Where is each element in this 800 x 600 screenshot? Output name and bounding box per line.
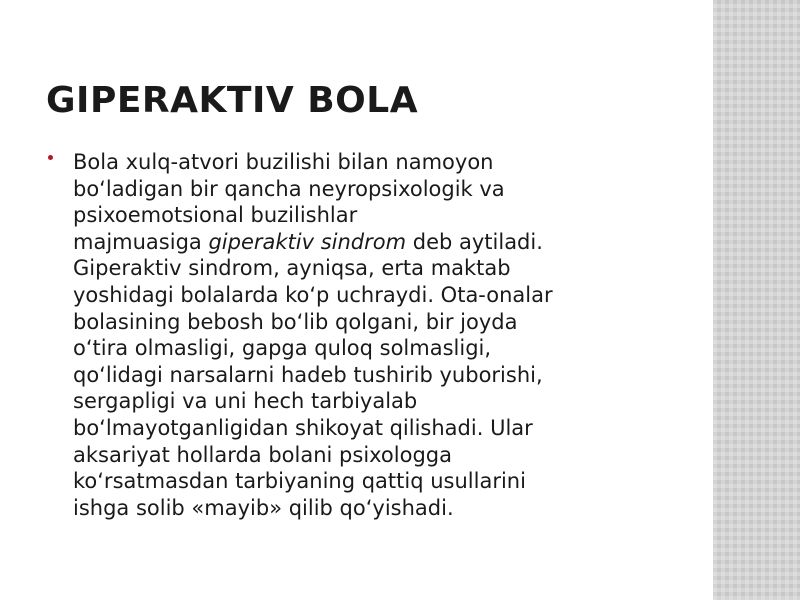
bullet-icon: [48, 155, 53, 160]
paragraph-line: aksariyat hollarda bolani psixologga: [73, 442, 452, 467]
paragraph-line: o‘tira olmasligi, gapga quloq solmasligi,: [73, 336, 492, 361]
paragraph-line: bo‘lmayotganligidan shikoyat qilishadi. Ular: [73, 415, 533, 440]
side-pattern-panel: [713, 0, 800, 600]
paragraph-line-start: majmuasiga: [73, 229, 209, 254]
paragraph-line: ko‘rsatmasdan tarbiyaning qattiq usullarini: [73, 469, 526, 494]
paragraph-line: yoshidagi bolalarda ko‘p uchraydi. Ota-onalar: [73, 282, 553, 307]
bullet-paragraph: [73, 149, 553, 521]
paragraph-line: ishga solib «mayib» qilib qo‘yishadi.: [73, 495, 454, 520]
paragraph-line: bo‘ladigan bir qancha neyropsixologik va: [73, 176, 505, 201]
paragraph-line: bolasining bebosh bo‘lib qolgani, bir joyda: [73, 309, 518, 334]
paragraph-line: Giperaktiv sindrom, ayniqsa, erta maktab: [73, 256, 511, 281]
paragraph-line: sergapligi va uni hech tarbiyalab: [73, 389, 418, 414]
paragraph-line: qo‘lidagi narsalarni hadeb tushirib yuborishi,: [73, 362, 543, 387]
slide-title: GIPERAKTIV BOLA: [46, 80, 419, 121]
paragraph-line: Bola xulq-atvori buzilishi bilan namoyon: [73, 150, 494, 174]
italic-term: giperaktiv sindrom: [208, 229, 407, 254]
paragraph-line: psixoemotsional buzilishlar: [73, 203, 358, 228]
paragraph-line-end: deb aytiladi.: [406, 229, 543, 254]
